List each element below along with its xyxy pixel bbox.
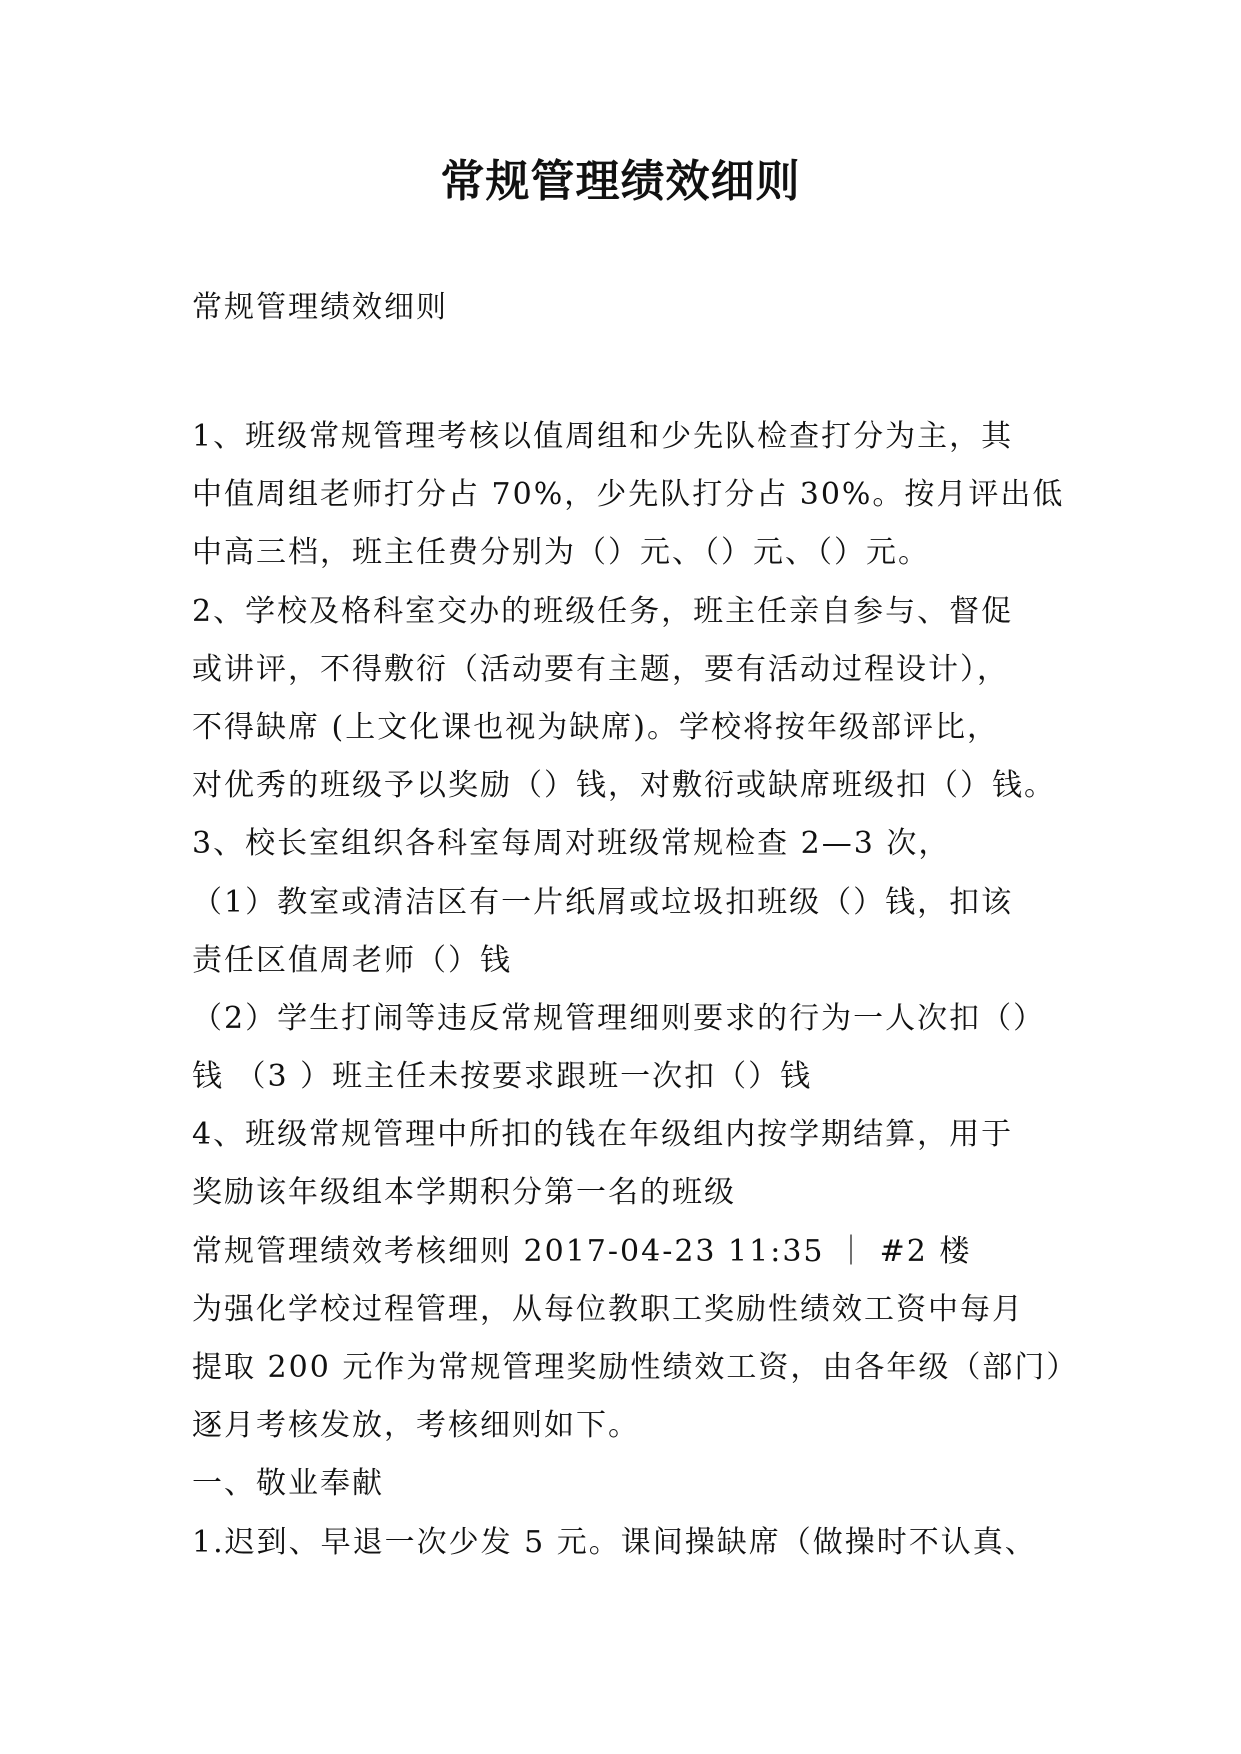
body-line: 一、敬业奉献 [192,1466,384,1502]
body-line: 中高三档，班主任费分别为（）元、（）元、（）元。 [192,535,930,571]
body-line: 不得缺席 (上文化课也视为缺席)。学校将按年级部评比， [192,709,999,745]
body-line: 责任区值周老师（）钱 [192,942,512,978]
body-line: （2）学生打闹等违反常规管理细则要求的行为一人次扣（） [192,1000,1046,1036]
body-line: 钱 （3 ）班主任未按要求跟班一次扣（）钱 [192,1059,813,1095]
body-line: 3、校长室组织各科室每周对班级常规检查 2—3 次， [192,826,951,862]
body-line: 或讲评，不得敷衍（活动要有主题，要有活动过程设计）， [192,651,1009,687]
body-line: 中值周组老师打分占 70%，少先队打分占 30%。按月评出低 [192,477,1065,513]
body-line: （1）教室或清洁区有一片纸屑或垃圾扣班级（）钱，扣该 [192,884,1014,920]
body-line: 奖励该年级组本学期积分第一名的班级 [192,1175,736,1211]
document-subtitle: 常规管理绩效细则 [192,290,448,325]
body-line: 1.迟到、早退一次少发 5 元。课间操缺席（做操时不认真、 [192,1524,1037,1560]
body-line: 对优秀的班级予以奖励（）钱，对敷衍或缺席班级扣（）钱。 [192,768,1056,804]
body-line: 2、学校及格科室交办的班级任务，班主任亲自参与、督促 [192,593,1014,629]
body-line: 为强化学校过程管理，从每位教职工奖励性绩效工资中每月 [192,1291,1024,1327]
body-line: 常规管理绩效考核细则 2017-04-23 11:35 ｜ #2 楼 [192,1233,972,1269]
body-line: 4、班级常规管理中所扣的钱在年级组内按学期结算，用于 [192,1117,1014,1153]
document-body [192,408,1079,1572]
body-line: 逐月考核发放，考核细则如下。 [192,1408,640,1444]
document-title: 常规管理绩效细则 [440,156,801,207]
body-line: 提取 200 元作为常规管理奖励性绩效工资，由各年级（部门） [192,1350,1079,1385]
body-line: 1、班级常规管理考核以值周组和少先队检查打分为主，其 [192,419,1014,454]
